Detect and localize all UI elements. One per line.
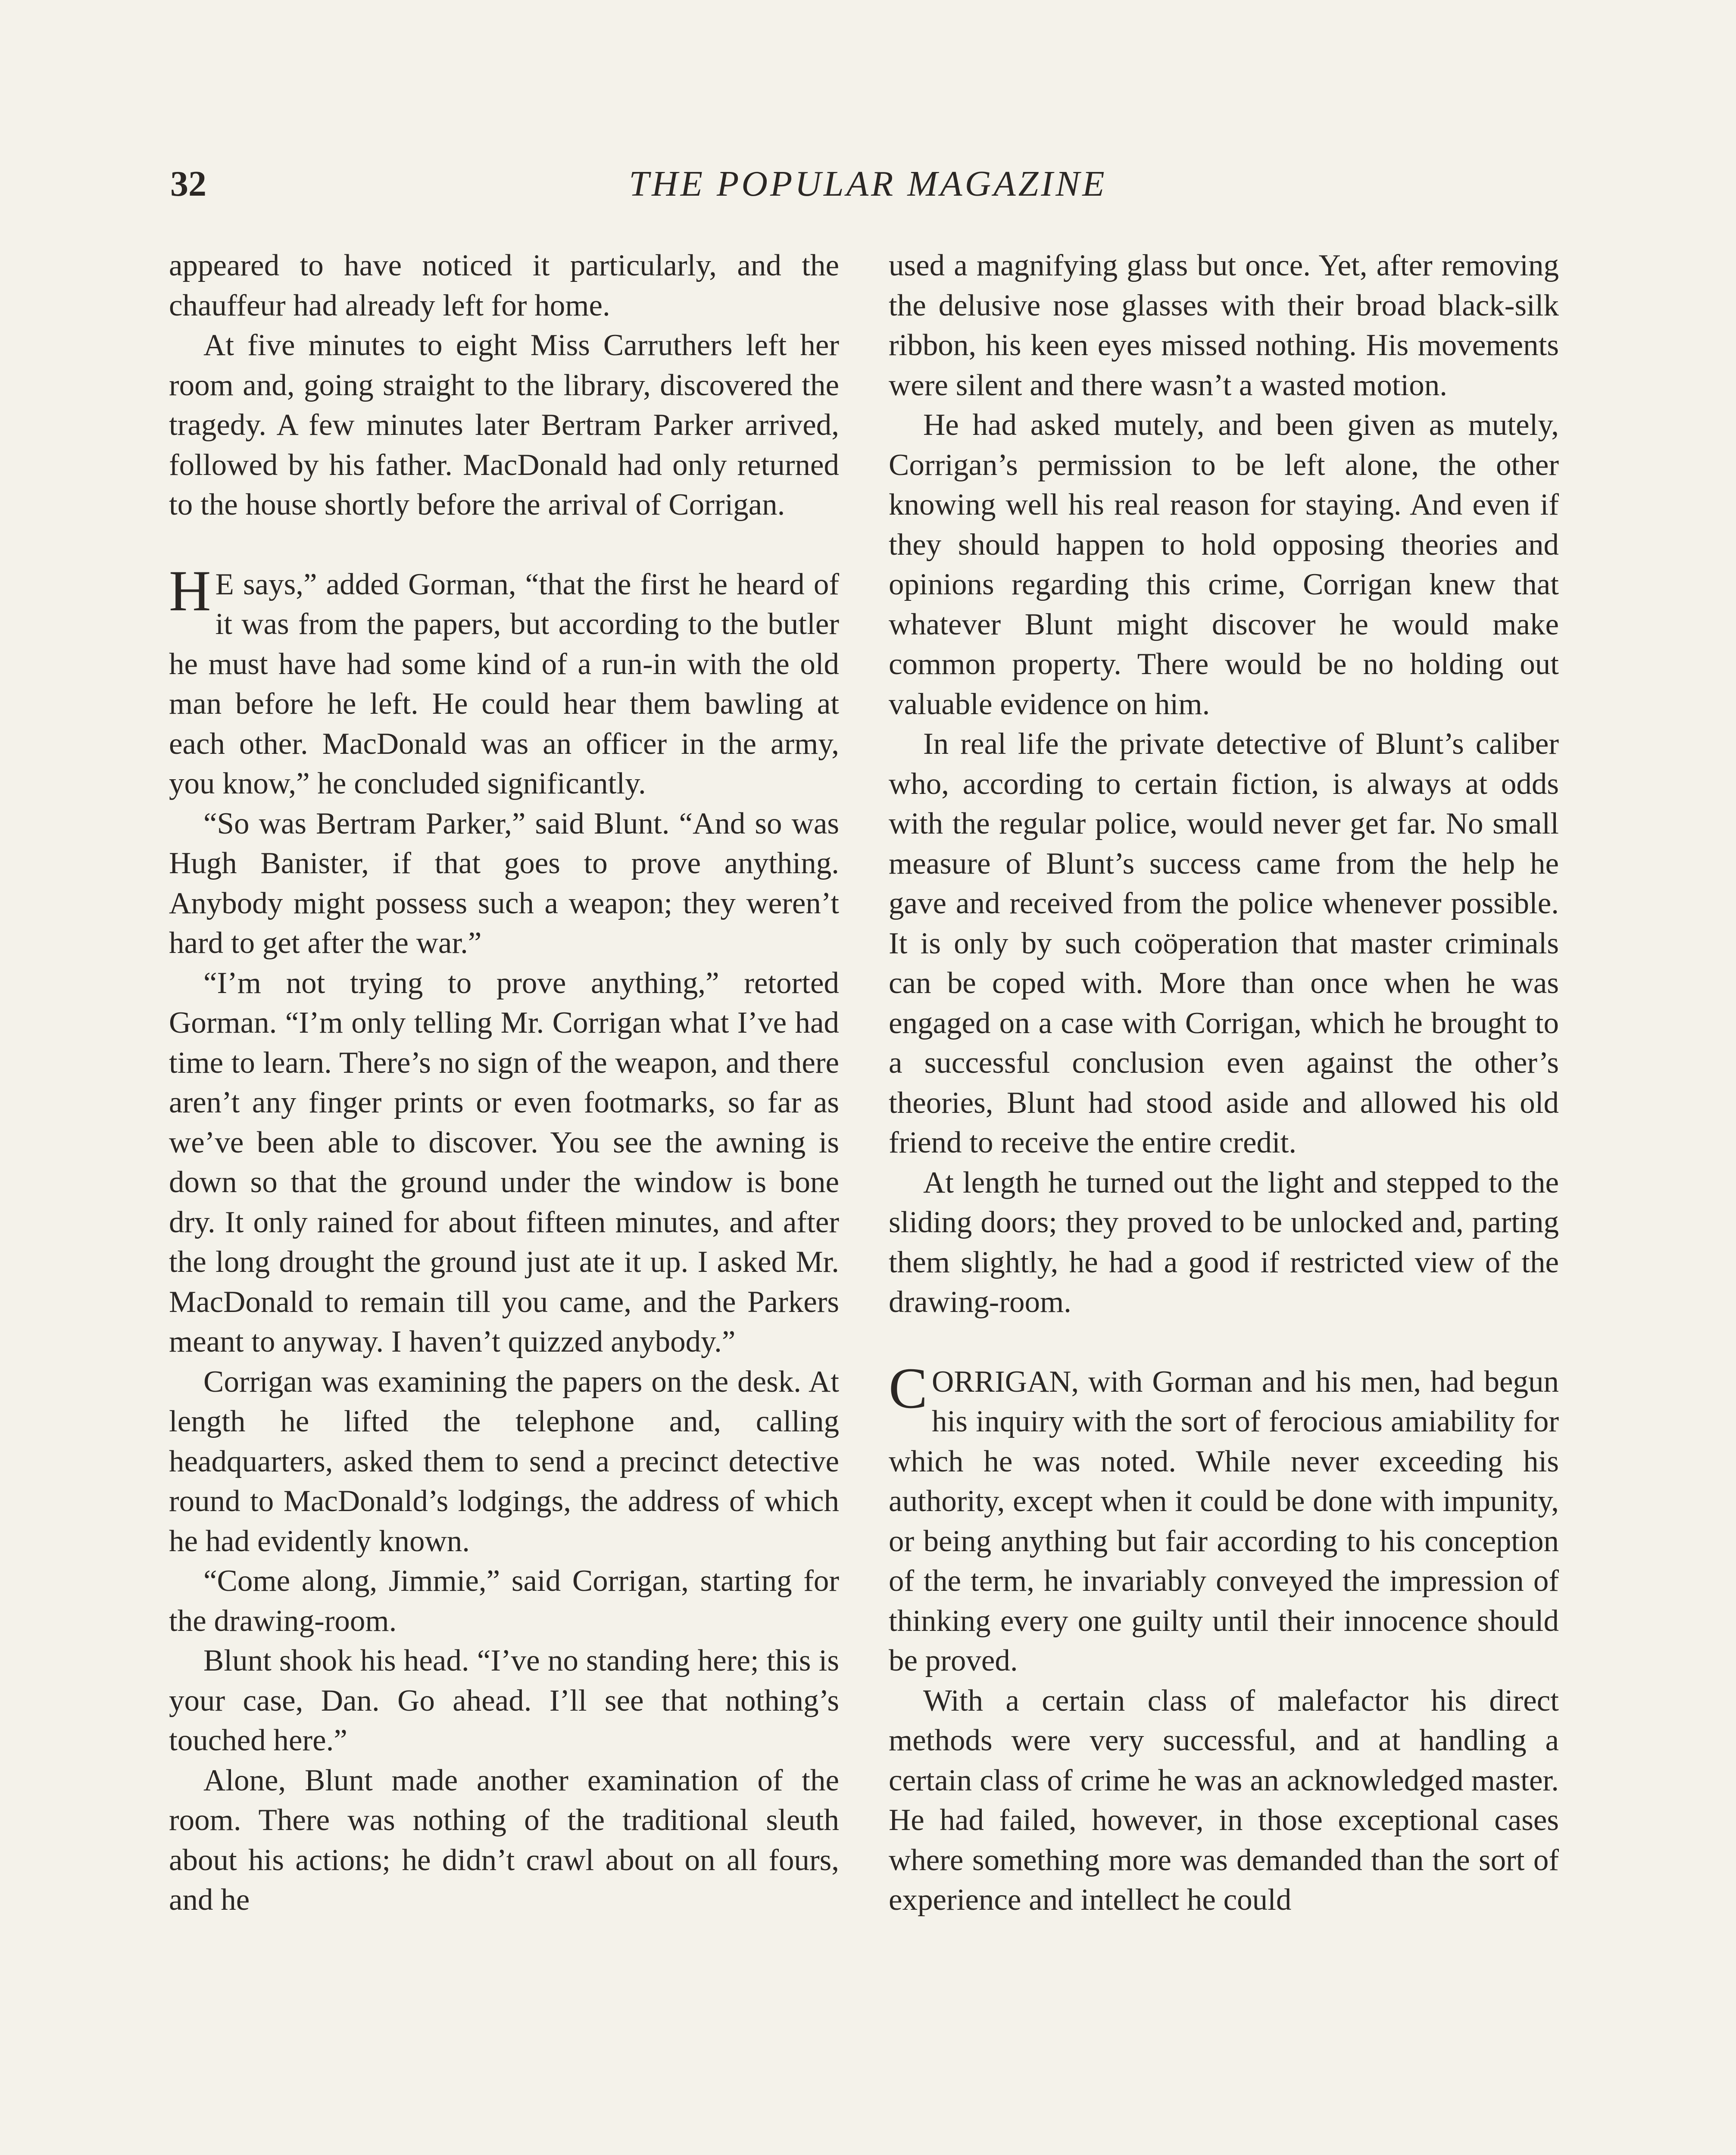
drop-cap: H bbox=[169, 559, 211, 623]
paragraph: used a magnifying glass but once. Yet, after removing the delusive nose glasses with their broad black-silk ribbon, his keen eyes missed nothing. His movements were silent and there wasn’t a wasted motion. bbox=[889, 249, 1559, 402]
right-column bbox=[889, 246, 1559, 2155]
paragraph: At length he turned out the light and stepped to the sliding doors; they proved to be unlocked and, parting them slightly, he had a good if restricted view of the drawing-room. bbox=[889, 1165, 1559, 1319]
drop-cap: C bbox=[889, 1356, 928, 1421]
section-start-paragraph bbox=[169, 559, 839, 804]
paragraph: “Come along, Jimmie,” said Corrigan, starting for the drawing-room. bbox=[169, 1564, 839, 1638]
paragraph: appeared to have noticed it particularly, and the chauffeur had already left for home. bbox=[169, 249, 839, 322]
paragraph: “So was Bertram Parker,” said Blunt. “And so was Hugh Banister, if that goes to prove anything. Anybody might possess such a weapon; they weren’t hard to get after the war.” bbox=[169, 806, 839, 960]
running-head: THE POPULAR MAGAZINE bbox=[629, 164, 1107, 204]
paragraph: He had asked mutely, and been given as mutely, Corrigan’s permission to be left alone, the other knowing well his real reason for staying. And even if they should happen to hold opposing theories and opinions regarding this crime, Corrigan knew that whatever Blunt might discover he would make common property. There would be no holding out valuable evidence on him. bbox=[889, 408, 1559, 721]
left-column bbox=[169, 246, 839, 2155]
paragraph-text: ORRIGAN, with Gorman and his men, had begun his inquiry with the sort of ferocious amiability for which he was noted. While never exceeding his authority, except when it could be done with impunity, or being anything but fair according to his conception of the term, he invariably conveyed the impression of thinking every one guilty until their innocence should be proved. bbox=[889, 1365, 1559, 1677]
page-number: 32 bbox=[170, 164, 206, 204]
paragraph: At five minutes to eight Miss Carruthers left her room and, going straight to the library, discovered the tragedy. A few minutes later Bertram Parker arrived, followed by his father. MacDonald had only returned to the house shortly before the arrival of Corrigan. bbox=[169, 328, 839, 522]
paragraph: Corrigan was examining the papers on the desk. At length he lifted the telephone and, calling headquarters, asked them to send a precinct detective round to MacDonald’s lodgings, the address of which he had evidently known. bbox=[169, 1365, 839, 1558]
paragraph: Alone, Blunt made another examination of the room. There was nothing of the traditional sleuth about his actions; he didn’t crawl about on all fours, and he bbox=[169, 1763, 839, 1917]
paragraph: Blunt shook his head. “I’ve no standing here; this is your case, Dan. Go ahead. I’ll see that nothing’s touched here.” bbox=[169, 1644, 839, 1757]
paragraph: In real life the private detective of Blunt’s caliber who, according to certain fiction, is always at odds with the regular police, would never get far. No small measure of Blunt’s success came from the help he gave and received from the police whenever possible. It is only by such coöperation that master criminals can be coped with. More than once when he was engaged on a case with Corrigan, which he brought to a successful conclusion even against the other’s theories, Blunt had stood aside and allowed his old friend to receive the entire credit. bbox=[889, 727, 1559, 1159]
paragraph: “I’m not trying to prove anything,” retorted Gorman. “I’m only telling Mr. Corrigan what I’ve had time to learn. There’s no sign of the weapon, and there aren’t any finger prints or even footmarks, so far as we’ve been able to discover. You see the awning is down so that the ground under the window is bone dry. It only rained for about fifteen minutes, and after the long drought the ground just ate it up. I asked Mr. MacDonald to remain till you came, and the Parkers meant to anyway. I haven’t quizzed anybody.” bbox=[169, 966, 839, 1359]
paragraph-text: E says,” added Gorman, “that the first he heard of it was from the papers, but according to the butler he must have had some kind of a run-in with the old man before he left. He could hear them bawling at each other. MacDonald was an officer in the army, you know,” he concluded significantly. bbox=[169, 567, 839, 800]
section-start-paragraph bbox=[889, 1356, 1559, 1681]
paragraph: With a certain class of malefactor his direct methods were very successful, and at handling a certain class of crime he was an acknowledged master. He had failed, however, in those exceptional cases where something more was demanded than the sort of experience and intellect he could bbox=[889, 1683, 1559, 1917]
